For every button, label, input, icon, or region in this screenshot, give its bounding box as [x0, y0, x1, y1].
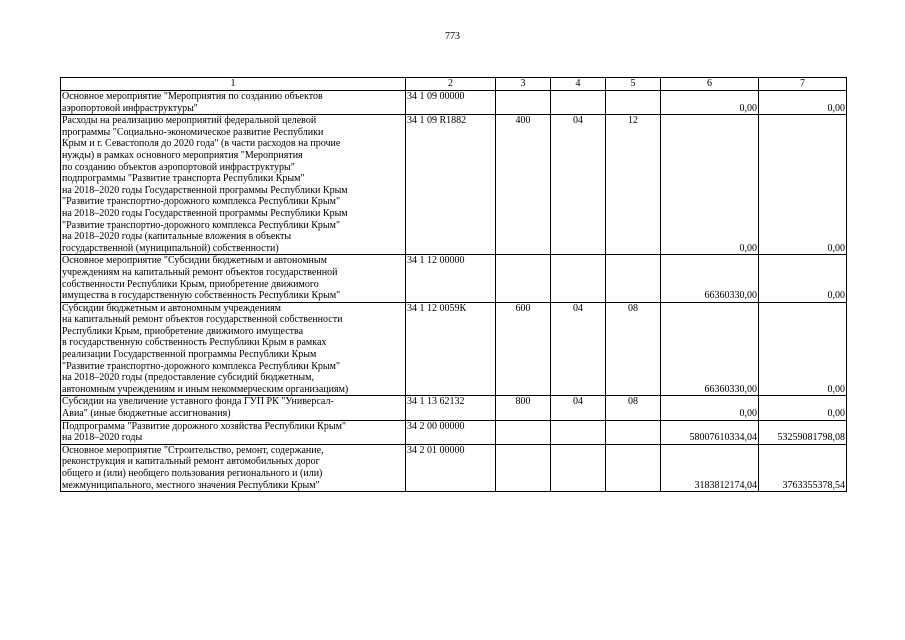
header-col-4: 4 — [551, 78, 606, 91]
row-code: 34 1 09 00000 — [406, 91, 496, 115]
row-description: Расходы на реализацию мероприятий федеральной целевой программы "Социально-экономическое развитие Республики Крым и г. Севастополя до 2020 года" (в части расходов на прочие нужды) в рамках основного мероприятия "Мероприятия по созданию объектов аэропортовой инфраструктуры" подпрограммы "Развитие транспорта Республики Крым" на 2018–2020 годы Государственной программы Республики Крым "Развитие транспортно-дорожного комплекса Республики Крым" на 2018–2020 годы Государственной программы Республики Крым "Развитие транспортно-дорожного комплекса Республики Крым" на 2018–2020 годы (капитальные вложения в объекты государственной (муниципальной) собственности) — [61, 115, 406, 255]
table-row — [61, 396, 847, 420]
row-description: Субсидии бюджетным и автономным учреждениям на капитальный ремонт объектов государственной собственности Республики Крым, приобретение движимого имущества в государственную собственность Республики Крым в рамках реализации Государственной программы Республики Крым "Развитие транспортно-дорожного комплекса Республики Крым" на 2018–2020 годы (предоставление субсидий бюджетным, автономным учреждениям и иным некоммерческим организациям) — [61, 302, 406, 396]
row-col-5 — [606, 91, 661, 115]
table-row — [61, 115, 847, 255]
header-col-2: 2 — [406, 78, 496, 91]
row-amount-7: 53259081798,08 — [759, 420, 847, 444]
header-col-3: 3 — [496, 78, 551, 91]
header-col-5: 5 — [606, 78, 661, 91]
row-col-3 — [496, 420, 551, 444]
row-description: Основное мероприятие "Мероприятия по созданию объектов аэропортовой инфраструктуры" — [61, 91, 406, 115]
row-col-4: 04 — [551, 115, 606, 255]
row-col-5: 08 — [606, 302, 661, 396]
header-col-6: 6 — [661, 78, 759, 91]
budget-table — [60, 77, 847, 492]
row-col-3 — [496, 255, 551, 302]
table-row — [61, 302, 847, 396]
row-amount-7: 0,00 — [759, 302, 847, 396]
page-number: 773 — [445, 31, 460, 42]
row-amount-6: 0,00 — [661, 115, 759, 255]
row-amount-7: 0,00 — [759, 115, 847, 255]
row-col-4 — [551, 91, 606, 115]
row-col-5 — [606, 420, 661, 444]
header-col-1: 1 — [61, 78, 406, 91]
row-amount-6: 66360330,00 — [661, 302, 759, 396]
row-code: 34 1 09 R1882 — [406, 115, 496, 255]
row-col-5: 12 — [606, 115, 661, 255]
row-amount-6: 58007610334,04 — [661, 420, 759, 444]
row-col-4 — [551, 444, 606, 491]
row-amount-6: 0,00 — [661, 91, 759, 115]
row-col-5 — [606, 444, 661, 491]
row-col-3 — [496, 91, 551, 115]
table-row — [61, 255, 847, 302]
row-description: Подпрограмма "Развитие дорожного хозяйства Республики Крым" на 2018–2020 годы — [61, 420, 406, 444]
row-amount-7: 0,00 — [759, 396, 847, 420]
row-col-3: 400 — [496, 115, 551, 255]
table-row — [61, 444, 847, 491]
row-col-3 — [496, 444, 551, 491]
table-row — [61, 91, 847, 115]
row-col-4 — [551, 420, 606, 444]
row-amount-7: 0,00 — [759, 91, 847, 115]
row-amount-7: 0,00 — [759, 255, 847, 302]
row-code: 34 2 01 00000 — [406, 444, 496, 491]
row-col-3: 800 — [496, 396, 551, 420]
row-col-4: 04 — [551, 396, 606, 420]
row-amount-6: 3183812174,04 — [661, 444, 759, 491]
row-col-4 — [551, 255, 606, 302]
row-amount-6: 66360330,00 — [661, 255, 759, 302]
table-row — [61, 420, 847, 444]
row-code: 34 1 13 62132 — [406, 396, 496, 420]
row-amount-6: 0,00 — [661, 396, 759, 420]
row-code: 34 2 00 00000 — [406, 420, 496, 444]
header-row — [61, 78, 847, 91]
row-description: Основное мероприятие "Субсидии бюджетным и автономным учреждениям на капитальный ремонт объектов государственной собственности Республики Крым, приобретение движимого имущества в государственную собственность Республики Крым" — [61, 255, 406, 302]
row-col-5: 08 — [606, 396, 661, 420]
row-col-5 — [606, 255, 661, 302]
row-code: 34 1 12 00000 — [406, 255, 496, 302]
row-amount-7: 3763355378,54 — [759, 444, 847, 491]
row-col-3: 600 — [496, 302, 551, 396]
header-col-7: 7 — [759, 78, 847, 91]
row-col-4: 04 — [551, 302, 606, 396]
row-description: Субсидии на увеличение уставного фонда ГУП РК "Универсал- Авиа" (иные бюджетные ассигнования) — [61, 396, 406, 420]
row-code: 34 1 12 0059К — [406, 302, 496, 396]
row-description: Основное мероприятие "Строительство, ремонт, содержание, реконструкция и капитальный ремонт автомобильных дорог общего и (или) необщего пользования регионального и (или) межмуниципального, местного значения Республики Крым" — [61, 444, 406, 491]
